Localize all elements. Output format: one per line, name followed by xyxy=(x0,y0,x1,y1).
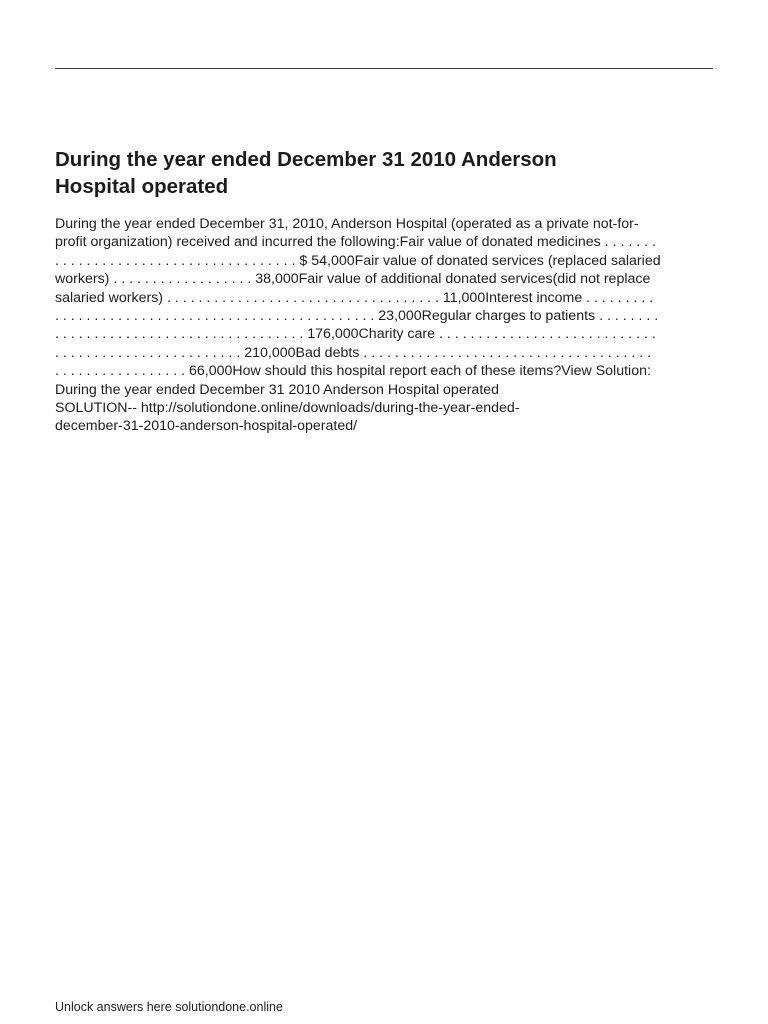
body-line: . . . . . . . . . . . . . . . . . . . . . . . . . . . . . . . $ 54,000Fair value of donated services (replaced salaried xyxy=(55,252,661,269)
body-line: workers) . . . . . . . . . . . . . . . . . . 38,000Fair value of additional donated services(did not replace xyxy=(55,271,651,288)
body-line: . . . . . . . . . . . . . . . . . . . . . . . . . . . . . . . . . . . . . . . . . 23,000Regular charges to patients . . . . . . . . xyxy=(55,308,659,325)
body-line: During the year ended December 31 2010 Anderson Hospital operated xyxy=(55,381,500,398)
body-line: During the year ended December 31, 2010, Anderson Hospital (operated as a private not-for- xyxy=(55,216,639,232)
solution-link-line: SOLUTION-- http://solutiondone.online/downloads/during-the-year-ended- xyxy=(55,400,520,417)
title-line: During the year ended December 31 2010 Anderson xyxy=(55,148,557,171)
body-line: . . . . . . . . . . . . . . . . . 66,000How should this hospital report each of these items?View Solution: xyxy=(55,363,651,380)
document-title xyxy=(55,146,695,200)
body-line: profit organization) received and incurred the following:Fair value of donated medicines . . . . . . . xyxy=(55,234,656,251)
header-divider xyxy=(55,68,713,69)
body-line: . . . . . . . . . . . . . . . . . . . . . . . . 210,000Bad debts . . . . . . . . . . . . . . . . . . . . . . . . . . . . . . . . . . . . . xyxy=(55,344,652,361)
body-line: salaried workers) . . . . . . . . . . . . . . . . . . . . . . . . . . . . . . . . . . . 11,000Interest income . . . . . . . . . xyxy=(55,289,654,306)
title-line: Hospital operated xyxy=(55,175,229,198)
document-body xyxy=(55,215,715,436)
body-line: . . . . . . . . . . . . . . . . . . . . . . . . . . . . . . . . 176,000Charity care . . . . . . . . . . . . . . . . . . . . . . . . . . . . xyxy=(55,326,656,343)
solution-link-line: december-31-2010-anderson-hospital-operated/ xyxy=(55,418,358,435)
footer-text: Unlock answers here solutiondone.online xyxy=(55,1000,283,1014)
